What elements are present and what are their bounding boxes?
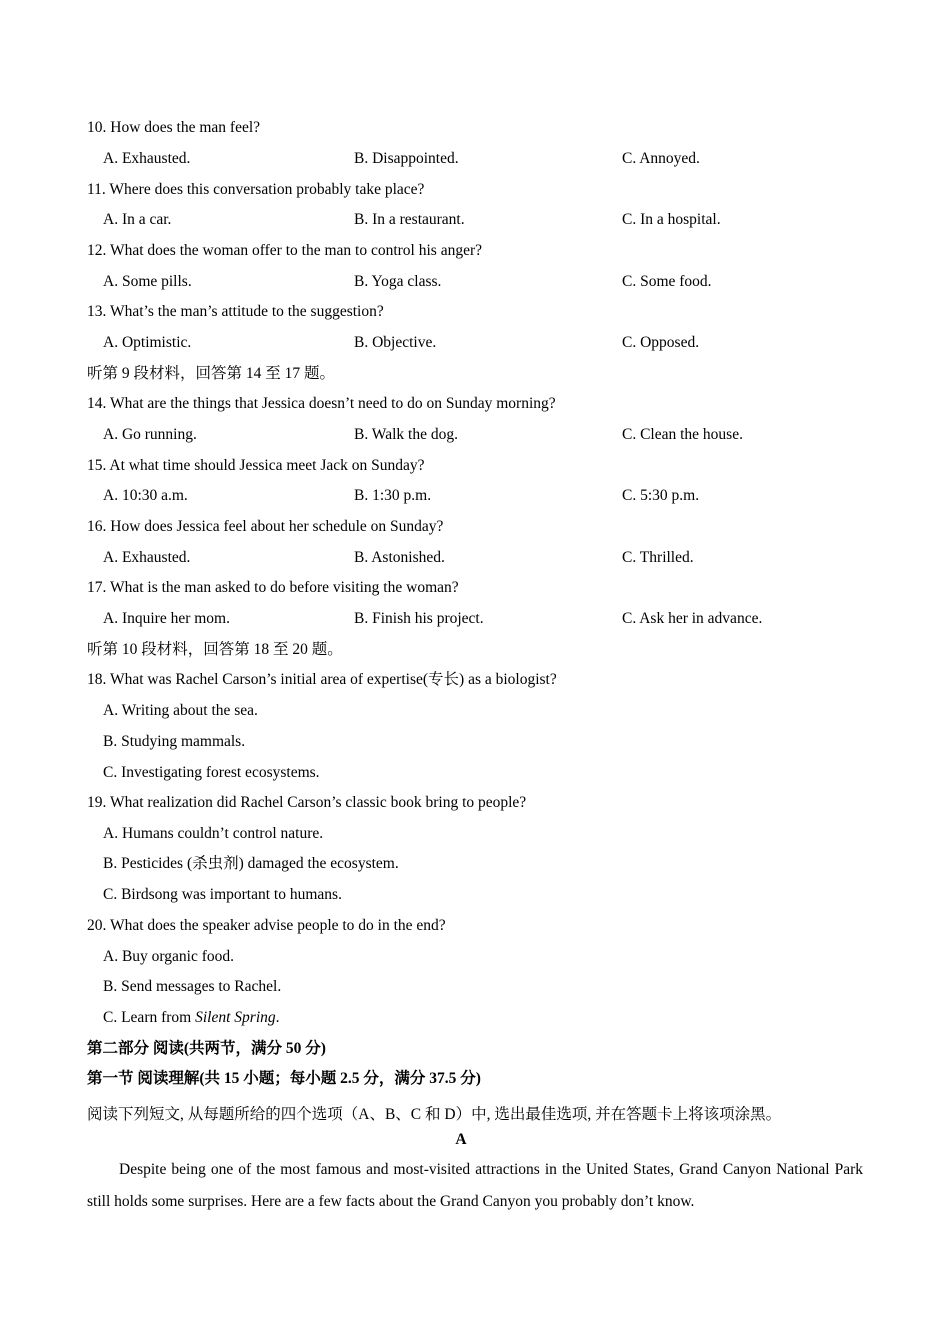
option-c: C. Opposed. xyxy=(622,334,700,351)
options-12 xyxy=(103,272,903,292)
option-c: C. Birdsong was important to humans. xyxy=(103,886,342,903)
option-a: A. Exhausted. xyxy=(103,150,191,167)
option-b: B. In a restaurant. xyxy=(354,211,465,228)
option-b: B. Disappointed. xyxy=(354,150,459,167)
option-a: A. 10:30 a.m. xyxy=(103,487,188,504)
question-13: 13. What’s the man’s attitude to the suggestion? xyxy=(87,303,384,320)
book-title: Silent Spring xyxy=(195,1009,276,1026)
option-b: B. Pesticides (杀虫剂) damaged the ecosystem. xyxy=(103,855,399,872)
question-20: 20. What does the speaker advise people to do in the end? xyxy=(87,917,446,934)
option-a: A. Exhausted. xyxy=(103,549,191,566)
question-10: 10. How does the man feel? xyxy=(87,119,261,136)
option-c: C. Annoyed. xyxy=(622,150,700,167)
reading-directions: 阅读下列短文, 从每题所给的四个选项（A、B、C 和 D）中, 选出最佳选项, 并在答题卡上将该项涂黑。 xyxy=(87,1106,782,1123)
section-10-instruction: 听第 10 段材料，回答第 18 至 20 题。 xyxy=(87,641,343,658)
options-13 xyxy=(103,333,903,353)
options-17 xyxy=(103,609,903,629)
option-a: A. Some pills. xyxy=(103,273,192,290)
option-c: C. Clean the house. xyxy=(622,426,743,443)
passage-label: A xyxy=(455,1131,467,1148)
question-18: 18. What was Rachel Carson’s initial area of expertise(专长) as a biologist? xyxy=(87,671,557,688)
option-b: B. Objective. xyxy=(354,334,437,351)
option-a: A. Inquire her mom. xyxy=(103,610,230,627)
option-c-suffix: . xyxy=(275,1009,280,1026)
option-b: B. Walk the dog. xyxy=(354,426,458,443)
option-a: A. Humans couldn’t control nature. xyxy=(103,825,324,842)
options-15 xyxy=(103,486,903,506)
option-a: A. In a car. xyxy=(103,211,172,228)
section-9-instruction: 听第 9 段材料，回答第 14 至 17 题。 xyxy=(87,365,336,382)
option-b: B. Send messages to Rachel. xyxy=(103,978,282,995)
option-c: C. Investigating forest ecosystems. xyxy=(103,764,320,781)
question-17: 17. What is the man asked to do before visiting the woman? xyxy=(87,579,459,596)
option-a: A. Go running. xyxy=(103,426,197,443)
option-b: B. Yoga class. xyxy=(354,273,442,290)
option-c: C. Ask her in advance. xyxy=(622,610,763,627)
options-16 xyxy=(103,548,903,568)
option-b: B. Studying mammals. xyxy=(103,733,246,750)
options-11 xyxy=(103,210,903,230)
option-c xyxy=(103,1008,280,1028)
option-c: C. Thrilled. xyxy=(622,549,694,566)
option-b: B. Astonished. xyxy=(354,549,445,566)
question-14: 14. What are the things that Jessica doesn’t need to do on Sunday morning? xyxy=(87,395,556,412)
options-14 xyxy=(103,425,903,445)
question-15: 15. At what time should Jessica meet Jack on Sunday? xyxy=(87,457,425,474)
options-10 xyxy=(103,149,903,169)
question-11: 11. Where does this conversation probably take place? xyxy=(87,181,425,198)
question-16: 16. How does Jessica feel about her schedule on Sunday? xyxy=(87,518,444,535)
option-a: A. Buy organic food. xyxy=(103,948,235,965)
option-c-prefix: C. Learn from xyxy=(103,1009,196,1026)
question-19: 19. What realization did Rachel Carson’s classic book bring to people? xyxy=(87,794,527,811)
option-c: C. Some food. xyxy=(622,273,712,290)
question-12: 12. What does the woman offer to the man to control his anger? xyxy=(87,242,483,259)
option-c: C. 5:30 p.m. xyxy=(622,487,700,504)
option-a: A. Writing about the sea. xyxy=(103,702,258,719)
option-c: C. In a hospital. xyxy=(622,211,721,228)
option-a: A. Optimistic. xyxy=(103,334,192,351)
section-1-heading: 第一节 阅读理解(共 15 小题；每小题 2.5 分，满分 37.5 分) xyxy=(87,1070,481,1087)
part-2-heading: 第二部分 阅读(共两节，满分 50 分) xyxy=(87,1040,326,1057)
option-b: B. Finish his project. xyxy=(354,610,484,627)
passage-a-text: Despite being one of the most famous and most-visited attractions in the United States, Grand Canyon National Park still holds some surprises. Here are a few facts about the Grand Canyon you probably don’t know. xyxy=(87,1161,863,1210)
option-b: B. 1:30 p.m. xyxy=(354,487,432,504)
